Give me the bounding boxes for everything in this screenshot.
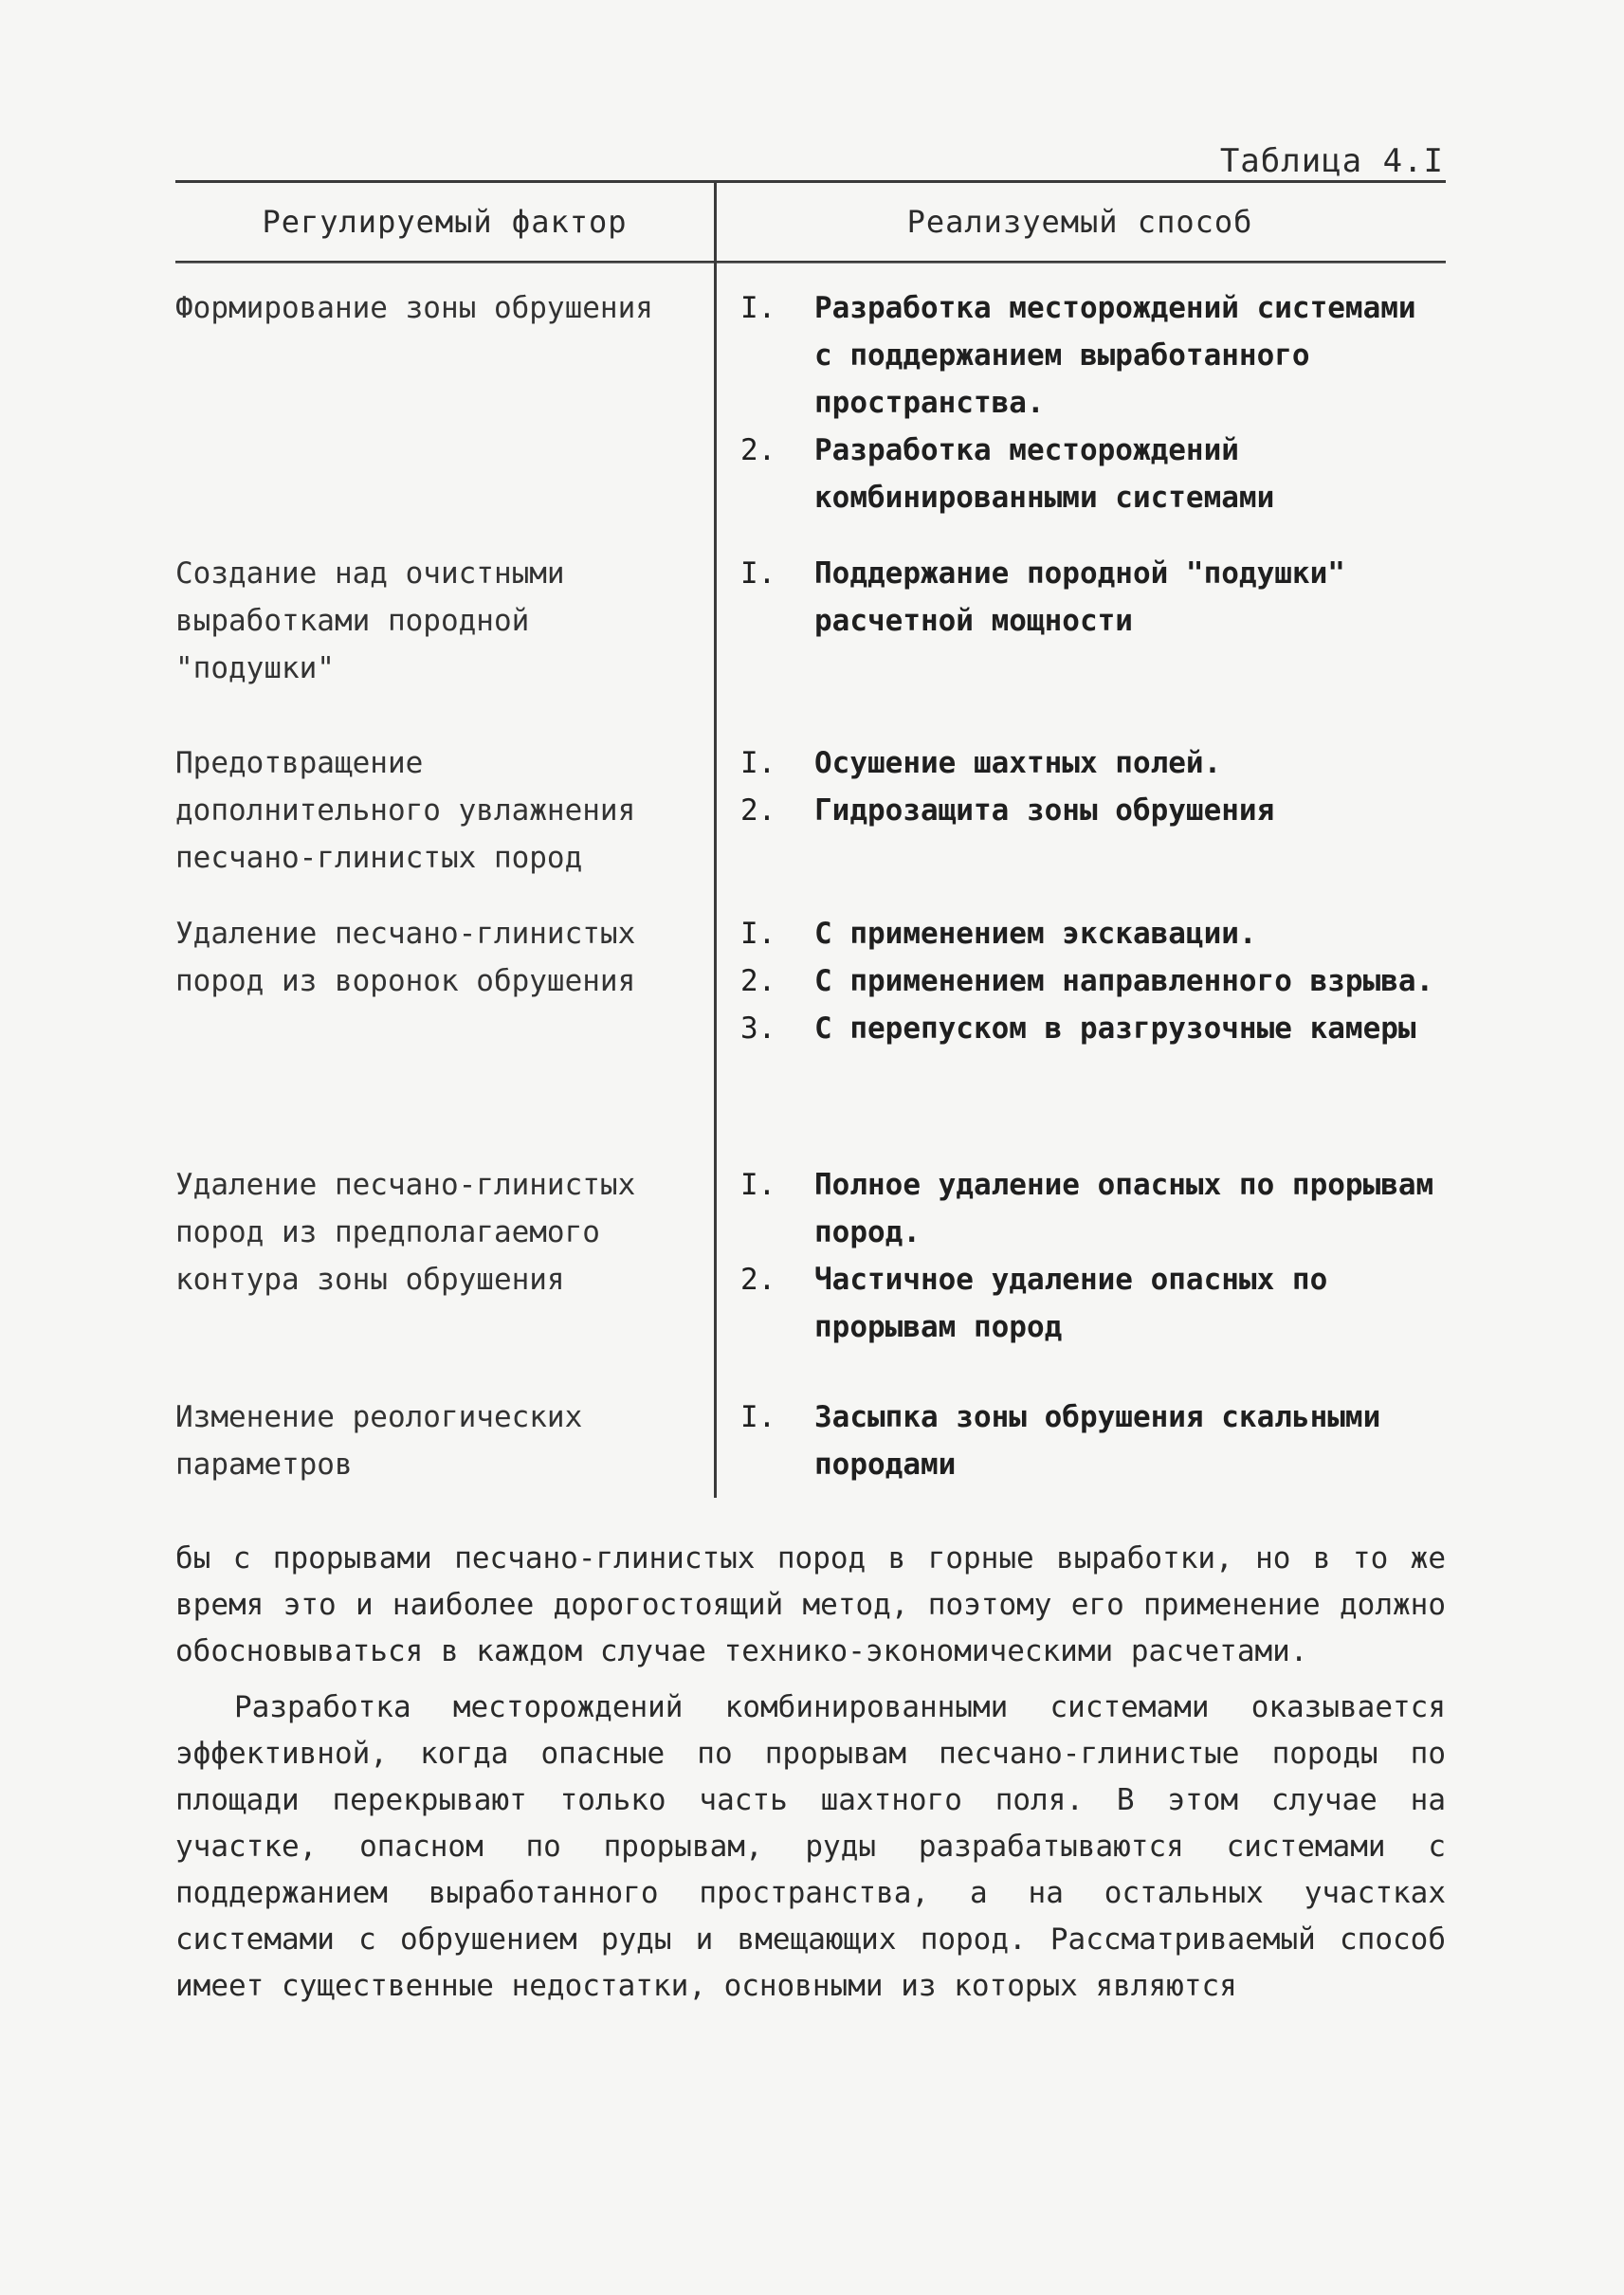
method-number: I. [740, 1168, 776, 1202]
method-number: I. [740, 917, 776, 951]
method-number: 2. [740, 1263, 776, 1297]
method-item [740, 957, 1446, 1005]
method-number: I. [740, 291, 776, 325]
method-item [740, 1005, 1446, 1052]
method-item [740, 739, 1446, 787]
paragraph: бы с прорывами песчано-глинистых пород в горные выработки, но в то же время это и наиболее дорогостоящий метод, поэтому его применение должно обосновываться в каждом случае технико-экономическими расчетами. [175, 1541, 1446, 1668]
header-factor: Регулируемый фактор [262, 204, 628, 240]
method-number: 2. [740, 964, 776, 998]
table-header [175, 183, 1446, 261]
method-item [740, 910, 1446, 957]
body-text [175, 1536, 1446, 2019]
methods-cell [714, 1161, 1446, 1393]
factor-cell: Удаление песчано-глинистых пород из воронок обрушения [175, 917, 636, 998]
factors-table [175, 180, 1446, 1498]
method-text: Разработка месторождений системами с поддержанием выработанного пространства. [814, 291, 1416, 420]
method-text: Разработка месторождений комбинированными системами [814, 433, 1275, 515]
methods-cell [714, 284, 1446, 550]
method-item [740, 427, 1446, 521]
method-text: Гидрозащита зоны обрушения [814, 793, 1275, 828]
method-number: 2. [740, 793, 776, 828]
method-item [740, 550, 1446, 645]
methods-cell [714, 739, 1446, 910]
methods-cell [714, 550, 1446, 739]
method-item [740, 1256, 1446, 1351]
method-item [740, 787, 1446, 834]
table-row [175, 550, 1446, 739]
method-text: Поддержание породной "подушки" расчетной мощности [814, 556, 1345, 638]
table-row [175, 1161, 1446, 1393]
methods-cell [714, 910, 1446, 1161]
method-text: С применением экскавации. [814, 917, 1257, 951]
table-row [175, 284, 1446, 550]
method-number: I. [740, 746, 776, 780]
table-body [175, 264, 1446, 1498]
header-method: Реализуемый способ [906, 204, 1253, 240]
method-text: С применением направленного взрыва. [814, 964, 1434, 998]
paragraph: Разработка месторождений комбинированными системами оказывается эффективной, когда опасные по прорывам песчано-глинистые породы по площади перекрывают только часть шахтного поля. В этом случае на участке, опасном по прорывам, руды разрабатываются системами с поддержанием выработанного пространства, а на остальных участках системами с обрушением руды и вмещающих пород. Рассматриваемый способ имеет существенные недостатки, основными из которых являются [175, 1690, 1446, 2003]
factor-cell: Предотвращение дополнительного увлажнения песчано-глинистых пород [175, 746, 636, 875]
table-row [175, 910, 1446, 1161]
method-item [740, 284, 1446, 427]
method-number: 2. [740, 433, 776, 467]
method-text: Засыпка зоны обрушения скальными породами [814, 1400, 1381, 1482]
method-number: I. [740, 556, 776, 591]
method-text: Частичное удаление опасных по прорывам пород [814, 1263, 1328, 1344]
factor-cell: Удаление песчано-глинистых пород из предполагаемого контура зоны обрушения [175, 1168, 636, 1297]
method-text: Полное удаление опасных по прорывам пород. [814, 1168, 1434, 1249]
factor-cell: Изменение реологических параметров [175, 1400, 583, 1482]
factor-cell: Создание над очистными выработками породной "подушки" [175, 556, 565, 685]
method-item [740, 1161, 1446, 1256]
table-row [175, 739, 1446, 910]
table-row [175, 1393, 1446, 1498]
method-item [740, 1393, 1446, 1488]
method-text: С перепуском в разгрузочные камеры [814, 1011, 1416, 1046]
method-text: Осушение шахтных полей. [814, 746, 1222, 780]
methods-cell [714, 1393, 1446, 1498]
factor-cell: Формирование зоны обрушения [175, 291, 653, 325]
table-caption: Таблица 4.I [1219, 142, 1444, 180]
method-number: I. [740, 1400, 776, 1434]
method-number: 3. [740, 1011, 776, 1046]
table-column-divider [714, 180, 717, 1498]
